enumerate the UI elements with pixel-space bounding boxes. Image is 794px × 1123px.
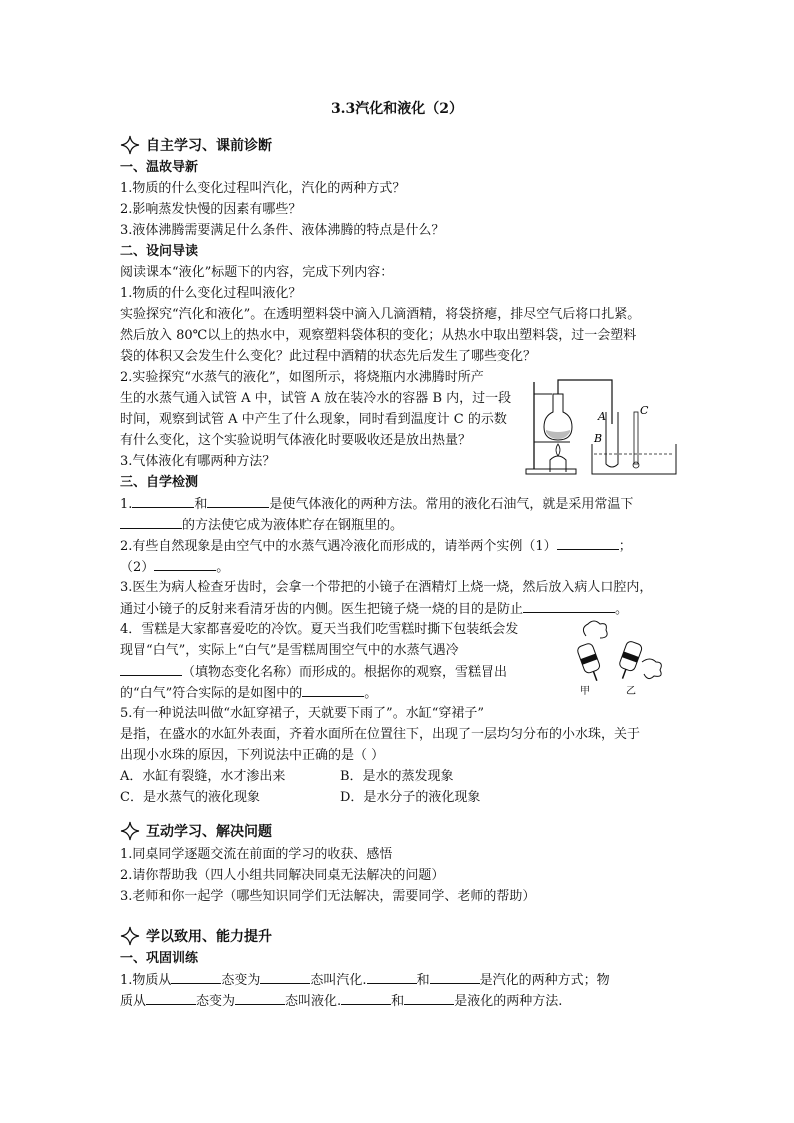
section-header-interactive: [120, 820, 272, 842]
answer-blank[interactable]: [235, 991, 285, 1005]
question-text: 的“白气”符合实际的是如图中的: [120, 686, 303, 701]
figure-label-jia: 甲: [580, 686, 590, 697]
question-text: 。: [615, 602, 629, 617]
paragraph-line: 出现小水珠的原因，下列说法中正确的是（ ）: [120, 748, 385, 763]
section-title: 互动学习、解决问题: [146, 824, 272, 840]
question-text: 是使气体液化的两种方法。常用的液化石油气，就是采用常温下: [269, 497, 634, 512]
question-text: 2.影响蒸发快慢的因素有哪些？: [120, 202, 302, 217]
paragraph-line: 是指，在盛水的水缸外表面，齐着水面所在位置往下，出现了一层均匀分布的小水珠，关于: [120, 727, 641, 742]
choice-option-b[interactable]: B．是水的蒸发现象: [340, 769, 454, 784]
answer-blank[interactable]: [154, 557, 216, 571]
paragraph-line: 生的水蒸气通入试管 A 中，试管 A 放在装冷水的容器 B 内，过一段: [120, 391, 512, 406]
part-heading: 三、自学检测: [120, 475, 199, 490]
question-text: 。: [216, 560, 230, 575]
choice-option-a[interactable]: A．水缸有裂缝，水才渗出来: [120, 769, 286, 784]
question-text: 质从: [120, 994, 147, 1009]
page-title: 3.3汽化和液化（2）: [330, 101, 464, 117]
answer-blank[interactable]: [120, 515, 182, 529]
question-text: 态变为: [221, 973, 261, 988]
question-text: 。: [364, 686, 378, 701]
question-text: 的方法使它成为液体贮存在钢瓶里的。: [182, 518, 404, 533]
answer-blank[interactable]: [207, 494, 269, 508]
paragraph-line: 然后放入 80℃以上的热水中，观察塑料袋体积的变化；从热水中取出塑料袋，过一会塑料: [120, 328, 637, 343]
question-text: 3.液体沸腾需要满足什么条件、液体沸腾的特点是什么？: [120, 223, 445, 238]
answer-blank[interactable]: [302, 683, 364, 697]
sparkle-icon: [120, 926, 140, 946]
question-text: （填物态变化名称）而形成的。根据你的观察，雪糕冒出: [182, 665, 508, 680]
section-title: 学以致用、能力提升: [146, 929, 272, 945]
answer-blank[interactable]: [260, 970, 310, 984]
answer-blank[interactable]: [430, 970, 480, 984]
list-item: 1.同桌同学逐题交流在前面的学习的收获、感悟: [120, 847, 393, 862]
fill-in-question: [120, 970, 610, 991]
figure-label-yi: 乙: [626, 686, 636, 697]
figure-label-a: A: [598, 410, 606, 423]
fill-in-question: [120, 683, 377, 704]
answer-blank[interactable]: [341, 991, 391, 1005]
paragraph-line: 4．雪糕是大家都喜爱吃的冷饮。夏天当我们吃雪糕时撕下包装纸会发: [120, 622, 519, 637]
fill-in-question: [120, 991, 562, 1012]
question-text: 态叫液化.: [285, 994, 342, 1009]
fill-in-question: [120, 599, 628, 620]
part-heading: 一、温故导新: [120, 160, 199, 175]
answer-blank[interactable]: [120, 662, 182, 676]
question-text: 态叫汽化.: [310, 973, 367, 988]
question-text: 是汽化的两种方式；物: [479, 973, 610, 988]
section-header-application: [120, 925, 272, 947]
question-text: 态变为: [196, 994, 236, 1009]
question-text: 和: [391, 994, 405, 1009]
question-text: 和: [416, 973, 430, 988]
question-text: 是液化的两种方法.: [454, 994, 563, 1009]
figure-label-c: C: [640, 404, 649, 417]
fill-in-question: [120, 515, 403, 536]
paragraph-line: 3.医生为病人检查牙齿时，会拿一个带把的小镜子在酒精灯上烧一烧，然后放入病人口腔内，: [120, 580, 653, 595]
sparkle-icon: [120, 135, 140, 155]
fill-in-question: [120, 536, 632, 557]
section-header-self-study: [120, 134, 272, 156]
question-text: 1.物质的什么变化过程叫汽化，汽化的两种方式？: [120, 181, 406, 196]
figure-label-b: B: [594, 432, 603, 445]
paragraph-line: 有什么变化，这个实验说明气体液化时要吸收还是放出热量？: [120, 433, 472, 448]
part-heading: 一、巩固训练: [120, 951, 199, 966]
answer-blank[interactable]: [557, 536, 619, 550]
paragraph-line: 袋的体积又会发生什么变化？此过程中酒精的状态先后发生了哪些变化？: [120, 349, 537, 364]
list-item: 2.请你帮助我（四人小组共同解决同桌无法解决的问题）: [120, 868, 445, 883]
choice-option-c[interactable]: C．是水蒸气的液化现象: [120, 790, 260, 805]
answer-blank[interactable]: [404, 991, 454, 1005]
instruction-text: 阅读课本“液化”标题下的内容，完成下列内容：: [120, 265, 394, 280]
fill-in-question: [120, 662, 507, 683]
paragraph-line: 时间，观察到试管 A 中产生了什么现象，同时看到温度计 C 的示数: [120, 412, 507, 427]
part-heading: 二、设问导读: [120, 244, 199, 259]
paragraph-line: 5.有一种说法叫做“水缸穿裙子，天就要下雨了”。水缸“穿裙子”: [120, 706, 484, 721]
question-text: 3.气体液化有哪两种方法？: [120, 454, 276, 469]
question-text: 1.: [120, 497, 133, 512]
ice-cream-figure: [570, 618, 670, 698]
paragraph-line: 现冒“白气”，实际上“白气”是雪糕周围空气中的水蒸气遇冷: [120, 643, 459, 658]
liquefaction-apparatus-figure: [522, 372, 680, 478]
question-text: 通过小镜子的反射来看清牙齿的内侧。医生把镜子烧一烧的目的是防止: [120, 602, 524, 617]
question-text: 1.物质的什么变化过程叫液化？: [120, 286, 302, 301]
answer-blank[interactable]: [171, 970, 221, 984]
sparkle-icon: [120, 821, 140, 841]
answer-blank[interactable]: [132, 494, 194, 508]
choice-option-d[interactable]: D．是水分子的液化现象: [340, 790, 481, 805]
question-text: 和: [194, 497, 208, 512]
question-text: 2.有些自然现象是由空气中的水蒸气遇冷液化而形成的，请举两个实例（1）: [120, 539, 557, 554]
question-text: 1.物质从: [120, 973, 172, 988]
answer-blank[interactable]: [367, 970, 417, 984]
list-item: 3.老师和你一起学（哪些知识同学们无法解决，需要同学、老师的帮助）: [120, 889, 536, 904]
answer-blank[interactable]: [146, 991, 196, 1005]
answer-blank[interactable]: [523, 599, 615, 613]
paragraph-line: 2.实验探究“水蒸气的液化”，如图所示，将烧瓶内水沸腾时所产: [120, 370, 484, 385]
section-title: 自主学习、课前诊断: [146, 138, 272, 154]
question-text: ；: [618, 539, 632, 554]
paragraph-line: 实验探究“汽化和液化”。在透明塑料袋中滴入几滴酒精，将袋挤瘪，排尽空气后将口扎紧。: [120, 307, 641, 322]
question-text: （2）: [120, 560, 155, 575]
fill-in-question: [120, 494, 633, 515]
fill-in-question: [120, 557, 229, 578]
